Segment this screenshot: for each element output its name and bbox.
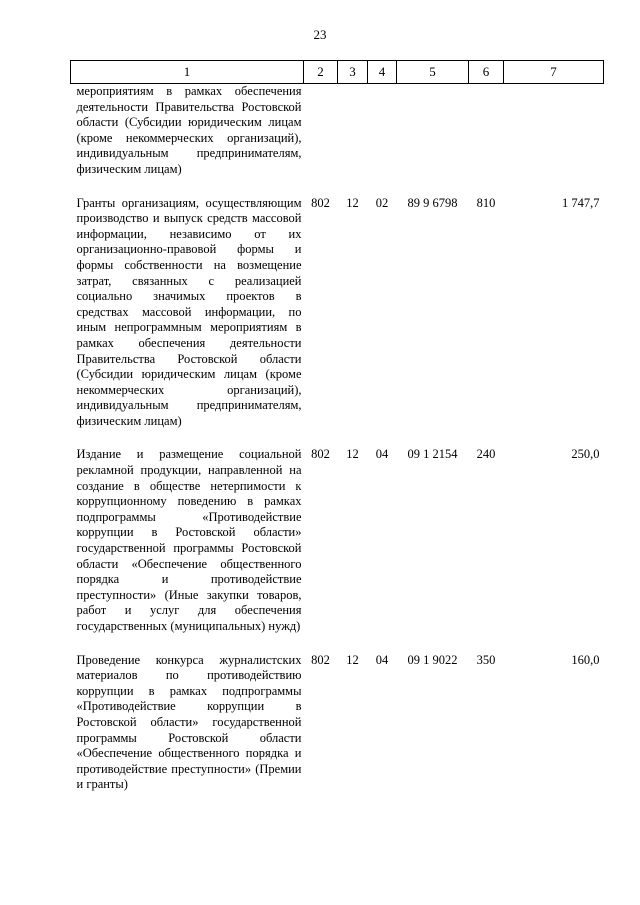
amount: 1 747,7 [562, 195, 600, 210]
ministry-code: 802 [311, 447, 330, 462]
target-article-code: 09 1 2154 [407, 447, 458, 462]
target-article-code: 89 9 6798 [407, 195, 458, 210]
table-row [71, 84, 604, 180]
subsection-code: 02 [375, 195, 389, 210]
column-header-3: 3 [338, 61, 368, 84]
section-code: 12 [346, 195, 359, 210]
subsection-code: 04 [375, 652, 389, 667]
row-description: Проведение конкурса журналистских материалов по противодействию коррупции в рамках подпрограммы «Противодействие коррупции в Ростовской области» государственной программы Ростовской области «Обеспечение общественного порядка и противодействие преступности» (Премии и гранты) [76, 652, 302, 792]
amount: 160,0 [571, 652, 600, 667]
budget-table [70, 60, 604, 795]
table-row [71, 431, 604, 636]
row-description: Гранты организациям, осуществляющим производство и выпуск средств массовой информации, независимо от их организационно-правовой формы и формы собственности на возмещение затрат, связанных с реализацией социально значимых проектов в средствах массовой информации, по иным непрограммным мероприятиям в рамках обеспечения деятельности Правительства Ростовской области (Субсидии юридическим лицам (кроме некоммерческих организаций), индивидуальным предпринимателям, физическим лицам) [76, 195, 302, 428]
amount: 250,0 [571, 447, 600, 462]
column-header-4: 4 [368, 61, 397, 84]
ministry-code: 802 [311, 195, 330, 210]
ministry-code: 802 [311, 652, 330, 667]
subsection-code [368, 84, 397, 180]
expense-type-code: 350 [476, 652, 496, 667]
column-header-5: 5 [397, 61, 469, 84]
expense-type-code: 810 [476, 195, 496, 210]
column-header-1: 1 [71, 61, 304, 84]
expense-type-code [469, 84, 504, 180]
table-header-row [71, 61, 604, 84]
amount [504, 84, 604, 180]
column-header-7: 7 [504, 61, 604, 84]
page-number: 23 [313, 27, 327, 42]
table-row [71, 637, 604, 795]
expense-type-code: 240 [476, 447, 496, 462]
subsection-code: 04 [375, 447, 389, 462]
target-article-code [397, 84, 469, 180]
target-article-code: 09 1 9022 [407, 652, 458, 667]
section-code: 12 [346, 447, 359, 462]
column-header-2: 2 [304, 61, 338, 84]
table-row [71, 180, 604, 432]
column-header-6: 6 [469, 61, 504, 84]
row-description: мероприятиям в рамках обеспечения деятельности Правительства Ростовской области (Субсидии юридическим лицам (кроме некоммерческих организаций), индивидуальным предпринимателям, физическим лицам) [76, 84, 302, 176]
section-code: 12 [346, 652, 359, 667]
ministry-code [304, 84, 338, 180]
row-description: Издание и размещение социальной рекламной продукции, направленной на создание в обществе нетерпимости к коррупционному поведению в рамках подпрограммы «Противодействие коррупции в Ростовской области» государственной программы Ростовской области «Обеспечение общественного порядка и противодействие преступности» (Иные закупки товаров, работ и услуг для обеспечения государственных (муниципальных) нужд) [76, 447, 302, 633]
section-code [338, 84, 368, 180]
